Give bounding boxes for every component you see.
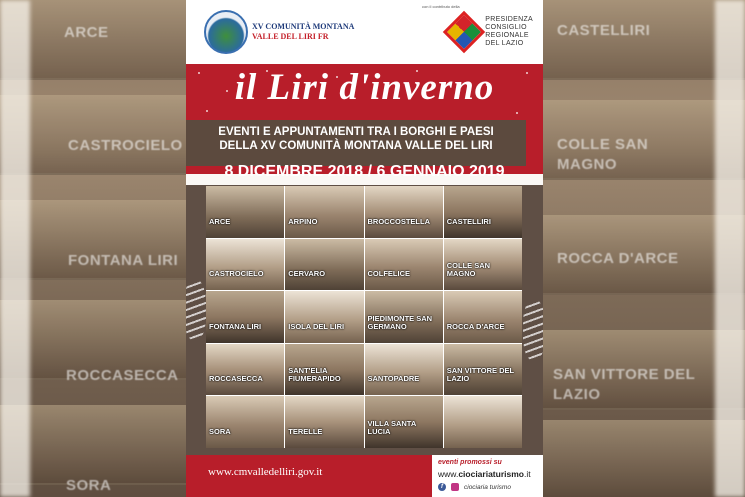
town-name: CASTELLIRI <box>446 216 491 226</box>
backdrop-label: CASTROCIELO <box>68 137 183 154</box>
town-photo-grid <box>206 186 522 448</box>
subtitle-line2: DELLA XV COMUNITÀ MONTANA VALLE DEL LIRI <box>219 140 493 152</box>
regione-lazio-name <box>485 16 533 48</box>
backdrop-left <box>0 0 186 497</box>
town-tile <box>206 396 284 448</box>
instagram-icon[interactable] <box>451 483 459 491</box>
town-tile <box>444 186 522 238</box>
town-name: ROCCA D'ARCE <box>446 321 505 331</box>
event-dates: 8 DICEMBRE 2018 / 6 GENNAIO 2019 <box>224 163 505 180</box>
town-tile <box>285 396 363 448</box>
region-line2: CONSIGLIO <box>485 24 527 31</box>
town-tile <box>285 291 363 343</box>
backdrop-label: ROCCASECCA <box>66 367 179 384</box>
backdrop-edge <box>0 0 30 497</box>
town-name: VILLA SANTA LUCIA <box>367 418 416 436</box>
backdrop-label: CASTELLIRI <box>557 22 651 39</box>
snowflake <box>206 110 208 112</box>
town-name: PIEDIMONTE SAN GERMANO <box>367 313 433 331</box>
town-name: FONTANA LIRI <box>209 321 262 331</box>
region-contrib-note: con il contributo della <box>422 4 460 9</box>
social-label: ciociaria turismo <box>464 483 511 491</box>
holly-decoration <box>186 280 206 340</box>
backdrop-label: FONTANA LIRI <box>68 252 179 269</box>
promo-website-link[interactable] <box>438 469 531 479</box>
holly-decoration <box>523 300 543 360</box>
promo-site-bold: ciociariaturismo <box>458 469 524 479</box>
town-tile <box>444 239 522 291</box>
region-line3: REGIONALE <box>485 32 529 39</box>
town-name: ARPINO <box>288 216 318 226</box>
region-line4: DEL LAZIO <box>485 40 524 47</box>
backdrop-label: SORA <box>66 477 112 494</box>
town-name: SORA <box>209 426 231 436</box>
backdrop-label: ARCE <box>64 24 109 41</box>
comunita-montana-name <box>252 22 354 42</box>
town-name: COLLE SAN MAGNO <box>446 261 491 279</box>
town-tile <box>206 291 284 343</box>
town-tile <box>285 344 363 396</box>
town-name: CERVARO <box>288 269 326 279</box>
town-tile <box>365 186 443 238</box>
promo-site-prefix: www. <box>438 469 459 479</box>
town-name: BROCCOSTELLA <box>367 216 430 226</box>
town-name: COLFELICE <box>367 269 410 279</box>
footer-website-link[interactable]: www.cmvalledelliri.gov.it <box>208 466 323 478</box>
town-tile <box>444 344 522 396</box>
poster-title: il Liri d'inverno <box>234 67 495 108</box>
town-tile <box>206 239 284 291</box>
promo-label: eventi promossi su <box>438 459 502 466</box>
town-name: ARCE <box>209 216 231 226</box>
town-name: SAN VITTORE DEL LAZIO <box>446 366 514 384</box>
region-line1: PRESIDENZA <box>485 16 533 23</box>
regione-lazio-emblem-icon <box>443 11 485 53</box>
subtitle-line1: EVENTI E APPUNTAMENTI TRA I BORGHI E PAESI <box>218 126 494 138</box>
comunita-montana-logo <box>204 10 354 54</box>
town-tile <box>365 396 443 448</box>
backdrop-label: ROCCA D'ARCE <box>557 250 679 267</box>
poster-subtitle <box>194 125 518 153</box>
town-tile <box>444 291 522 343</box>
backdrop-label: COLLE SAN MAGNO <box>557 136 649 173</box>
town-tile <box>365 239 443 291</box>
community-line2: VALLE DEL LIRI FR <box>252 32 329 41</box>
town-name: TERELLE <box>288 426 323 436</box>
town-name: CASTROCIELO <box>209 269 264 279</box>
snowflake <box>516 112 518 114</box>
town-tile <box>365 291 443 343</box>
town-tile <box>206 344 284 396</box>
town-tile <box>206 186 284 238</box>
event-poster <box>186 0 543 497</box>
community-line1: XV COMUNITÀ MONTANA <box>252 22 355 31</box>
comunita-montana-emblem-icon <box>204 10 248 54</box>
town-tile <box>285 239 363 291</box>
backdrop-label: SAN VITTORE DEL LAZIO <box>553 366 695 403</box>
backdrop-right <box>543 0 745 497</box>
regione-lazio-logo <box>449 16 533 48</box>
social-links <box>438 483 511 491</box>
town-name: ISOLA DEL LIRI <box>288 321 345 331</box>
town-name: SANT'ELIA FIUMERAPIDO <box>288 366 341 384</box>
logo-header <box>186 0 543 64</box>
town-tile <box>444 396 522 448</box>
town-tile <box>285 186 363 238</box>
backdrop-edge <box>715 0 745 497</box>
town-name: ROCCASECCA <box>209 374 263 384</box>
promo-site-suffix: .it <box>523 469 531 479</box>
town-name: SANTOPADRE <box>367 374 420 384</box>
facebook-icon[interactable]: f <box>438 483 446 491</box>
town-tile <box>365 344 443 396</box>
